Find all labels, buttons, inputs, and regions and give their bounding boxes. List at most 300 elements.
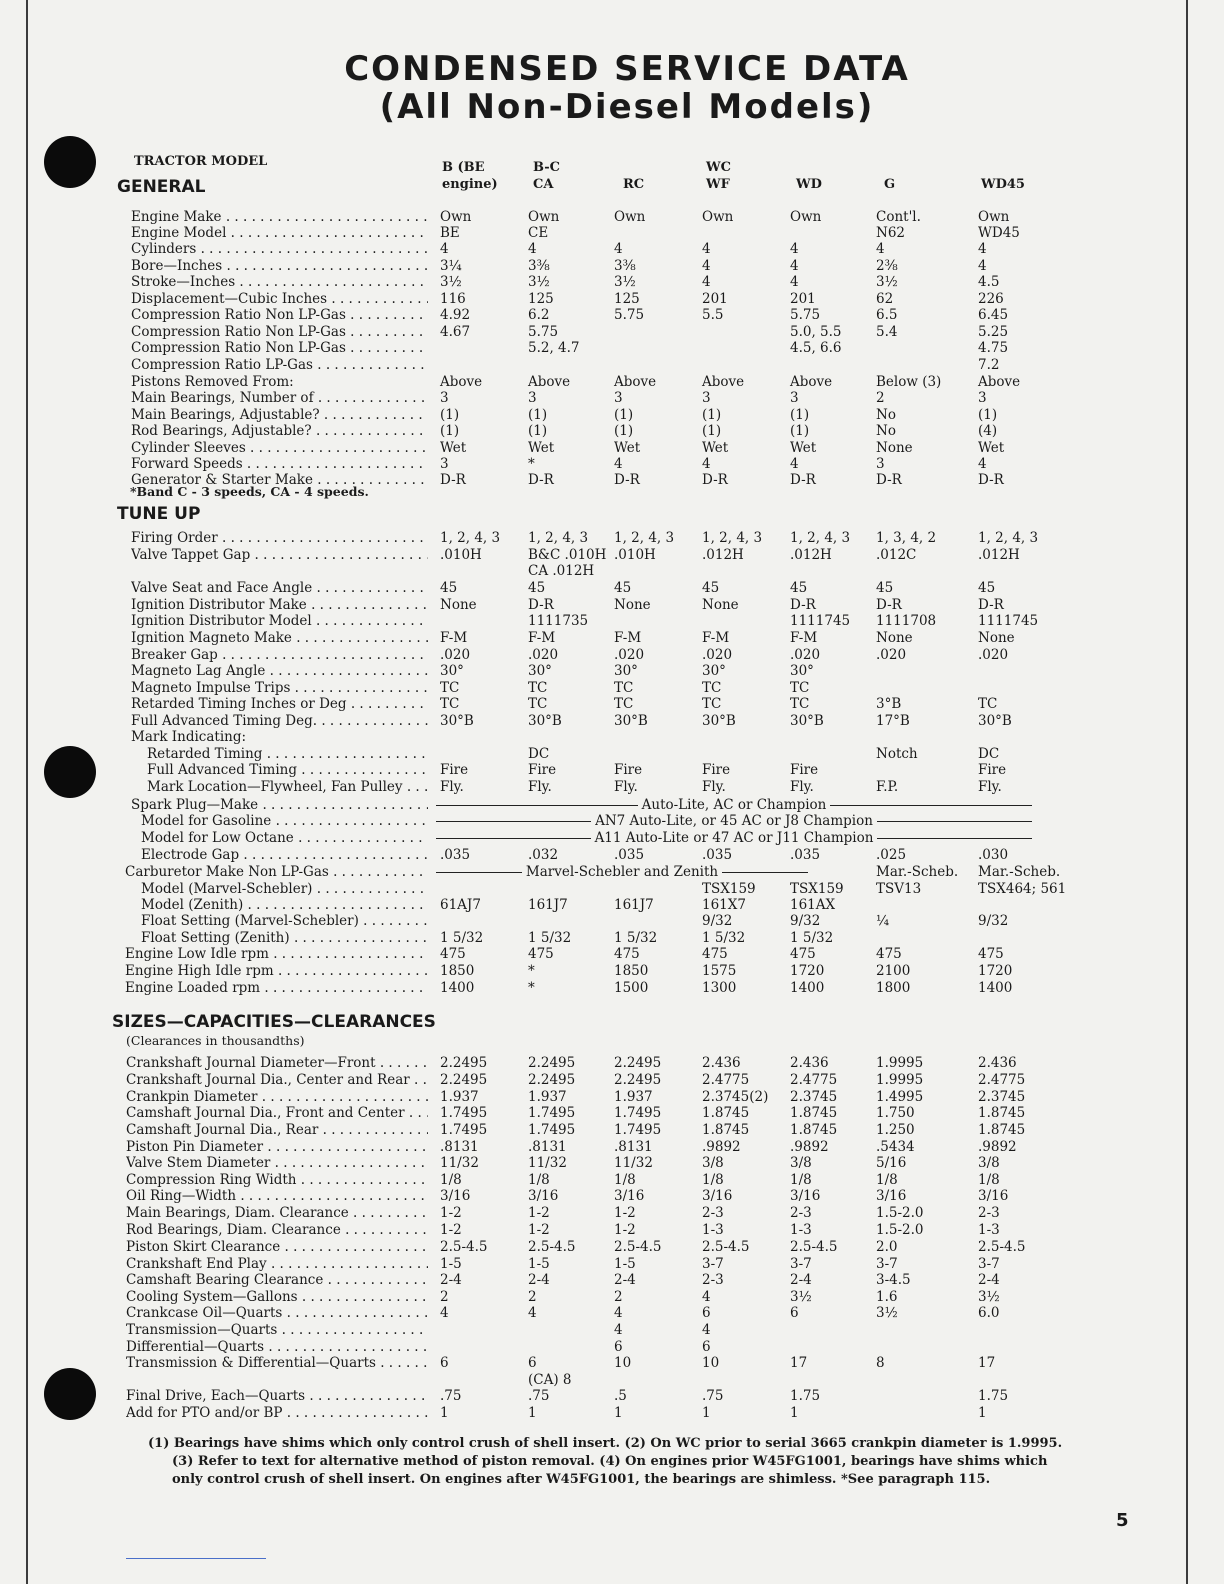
table-row <box>0 1122 1224 1138</box>
cell-value: 2.3745(2) <box>702 1089 769 1105</box>
cell-value: 4 <box>978 241 987 257</box>
cell-value: 6 <box>790 1305 799 1321</box>
cell-value: DC <box>528 746 550 762</box>
cell-value: TC <box>614 696 634 712</box>
cell-value: 4 <box>614 1305 623 1321</box>
table-row <box>0 630 1224 646</box>
cell-value: 3/8 <box>978 1155 1000 1171</box>
cell-value: 30°B <box>978 713 1012 729</box>
cell-value: 1-2 <box>614 1205 636 1221</box>
cell-value: 5.75 <box>614 307 645 323</box>
cell-value: ¼ <box>876 913 890 929</box>
cell-value: 201 <box>790 291 816 307</box>
cell-value: 1, 2, 4, 3 <box>440 530 501 546</box>
cell-value: D-R <box>790 597 816 613</box>
cell-value: 17°B <box>876 713 910 729</box>
cell-value: Wet <box>614 440 641 456</box>
cell-value: 30° <box>528 663 552 679</box>
model-header: engine) <box>442 177 498 192</box>
cell-value: 1, 2, 4, 3 <box>702 530 763 546</box>
cell-value: 2-4 <box>528 1272 550 1288</box>
cell-value: Above <box>440 374 483 390</box>
cell-value: Above <box>528 374 571 390</box>
row-label: Crankshaft Journal Diameter—Front . . . <box>126 1055 428 1071</box>
cell-value: .9892 <box>978 1139 1017 1155</box>
cell-value: 10 <box>702 1355 720 1371</box>
cell-value: 2.2495 <box>440 1055 488 1071</box>
cell-value: TC <box>790 696 810 712</box>
cell-value: 9/32 <box>978 913 1009 929</box>
row-label: Magneto Lag Angle . . . <box>131 663 428 679</box>
cell-value: Own <box>614 209 646 225</box>
cell-value: 1, 3, 4, 2 <box>876 530 937 546</box>
row-label: Compression Ratio Non LP-Gas . . . <box>131 324 428 340</box>
cell-value: 475 <box>440 946 466 962</box>
cell-value: 1.9995 <box>876 1055 924 1071</box>
cell-value: 1500 <box>614 980 649 996</box>
row-label: Add for PTO and/or BP . . . <box>126 1405 428 1421</box>
cell-value: 4 <box>702 456 711 472</box>
cell-value: .020 <box>440 647 471 663</box>
table-row <box>0 1305 1224 1321</box>
cell-value: 45 <box>614 580 632 596</box>
cell-value: 2.5-4.5 <box>790 1239 838 1255</box>
row-label: Forward Speeds . . . <box>131 456 428 472</box>
cell-value: 1, 2, 4, 3 <box>978 530 1039 546</box>
table-row <box>0 530 1224 546</box>
section-tuneup: TUNE UP <box>117 504 201 524</box>
cell-value: .035 <box>790 847 821 863</box>
row-label: Valve Stem Diameter . . . <box>126 1155 428 1171</box>
row-label: Magneto Impulse Trips . . . <box>131 680 428 696</box>
cell-value: 1/8 <box>614 1172 636 1188</box>
cell-value: 2.3745 <box>790 1089 838 1105</box>
row-label: Float Setting (Zenith) . . . <box>141 930 428 946</box>
row-label: Float Setting (Marvel-Schebler) . . . <box>141 913 428 929</box>
table-row <box>0 324 1224 340</box>
model-header-top: B (BE <box>442 160 485 175</box>
cell-value: .5 <box>614 1388 627 1404</box>
cell-value: .020 <box>614 647 645 663</box>
cell-value: 3 <box>440 390 449 406</box>
table-row <box>0 1089 1224 1105</box>
cell-value: Wet <box>978 440 1005 456</box>
cell-value: 1.6 <box>876 1289 898 1305</box>
cell-value: 1111735 <box>528 613 589 629</box>
cell-value: 2-4 <box>440 1272 462 1288</box>
table-row <box>0 440 1224 456</box>
cell-value: 2.5-4.5 <box>702 1239 750 1255</box>
cell-value: 3 <box>702 390 711 406</box>
row-label: Valve Tappet Gap . . . <box>131 547 428 563</box>
cell-value: 6 <box>702 1339 711 1355</box>
cell-value: .010H <box>440 547 482 563</box>
table-row <box>0 1055 1224 1071</box>
cell-value: .75 <box>440 1388 462 1404</box>
cell-value: 4 <box>528 1305 537 1321</box>
row-label: Differential—Quarts . . . <box>126 1339 428 1355</box>
row-label: Pistons Removed From: <box>131 374 294 390</box>
cell-value: Fly. <box>790 779 814 795</box>
cell-value: 1.4995 <box>876 1089 924 1105</box>
cell-value: 1720 <box>790 963 825 979</box>
cell-value: 2.2495 <box>614 1055 662 1071</box>
cell-value: Own <box>790 209 822 225</box>
table-row <box>0 1105 1224 1121</box>
row-label: Retarded Timing Inches or Deg . . . <box>131 696 428 712</box>
cell-value: 1.7495 <box>528 1122 576 1138</box>
cell-value: 2-3 <box>790 1205 812 1221</box>
cell-value: Fire <box>978 762 1007 778</box>
tractor-model-label: TRACTOR MODEL <box>134 154 268 169</box>
cell-value: 3-7 <box>876 1256 898 1272</box>
row-label: Camshaft Bearing Clearance . . . <box>126 1272 428 1288</box>
cell-value: 2.4775 <box>702 1072 750 1088</box>
table-row <box>0 1139 1224 1155</box>
cell-value: 1720 <box>978 963 1013 979</box>
cell-value: Mar.-Scheb. <box>876 864 959 880</box>
footnote-line-1: (1) Bearings have shims which only control crush of shell insert. (2) On WC prior to serial 3665 crankpin diameter is 1.9995. <box>148 1436 1063 1451</box>
cell-value: TSX159 <box>790 881 844 897</box>
cell-value: Fly. <box>528 779 552 795</box>
cell-value: 2.436 <box>978 1055 1017 1071</box>
cell-value: 4 <box>702 274 711 290</box>
cell-value: 1-3 <box>790 1222 812 1238</box>
cell-value: 475 <box>876 946 902 962</box>
spanning-value: Auto-Lite, AC or Champion <box>436 797 1032 813</box>
cell-value: 4 <box>614 1322 623 1338</box>
table-row <box>0 980 1224 996</box>
cell-value: 61AJ7 <box>440 897 481 913</box>
table-row <box>0 1172 1224 1188</box>
cell-value: .9892 <box>790 1139 829 1155</box>
cell-value: Above <box>790 374 833 390</box>
cell-value: 2.5-4.5 <box>528 1239 576 1255</box>
cell-value: D-R <box>978 597 1004 613</box>
cell-value: F-M <box>440 630 468 646</box>
cell-value: 45 <box>876 580 894 596</box>
row-label: Cylinder Sleeves . . . <box>131 440 428 456</box>
page-subtitle: (All Non-Diesel Models) <box>379 87 875 127</box>
cell-value: 3⅜ <box>528 258 550 274</box>
cell-value: (1) <box>790 407 810 423</box>
spanning-value: A11 Auto-Lite or 47 AC or J11 Champion <box>436 830 1032 846</box>
cell-value: Fly. <box>440 779 464 795</box>
cell-value: 6 <box>702 1305 711 1321</box>
cell-value: .035 <box>702 847 733 863</box>
cell-value: 4 <box>876 241 885 257</box>
table-row <box>0 663 1224 679</box>
cell-value: TSX159 <box>702 881 756 897</box>
cell-value: 3/8 <box>702 1155 724 1171</box>
cell-value: 2 <box>440 1289 449 1305</box>
cell-value: 10 <box>614 1355 632 1371</box>
cell-value: Wet <box>790 440 817 456</box>
row-label: Stroke—Inches . . . <box>131 274 428 290</box>
row-label: Camshaft Journal Dia., Rear . . . <box>126 1122 428 1138</box>
cell-value: 3 <box>876 456 885 472</box>
cell-value: 1400 <box>790 980 825 996</box>
table-row <box>0 881 1224 897</box>
table-row <box>0 913 1224 929</box>
cell-value: 3/16 <box>614 1188 645 1204</box>
cell-value: 17 <box>790 1355 808 1371</box>
model-header: WD <box>796 177 822 192</box>
table-row <box>0 897 1224 913</box>
cell-value: 1.7495 <box>440 1122 488 1138</box>
cell-value: Below (3) <box>876 374 942 390</box>
cell-value: 30° <box>790 663 814 679</box>
cell-value: 1, 2, 4, 3 <box>528 530 589 546</box>
cell-value: None <box>978 630 1015 646</box>
cell-value: 1-2 <box>440 1222 462 1238</box>
row-label: Model for Low Octane . . . <box>141 830 428 846</box>
cell-value: 1 <box>790 1405 799 1421</box>
row-label: Full Advanced Timing . . . <box>147 762 428 778</box>
cell-value: None <box>876 630 913 646</box>
cell-value: 1.250 <box>876 1122 915 1138</box>
cell-value: 5.25 <box>978 324 1009 340</box>
cell-value: 2.3745 <box>978 1089 1026 1105</box>
cell-value: TC <box>978 696 998 712</box>
row-label: Ignition Distributor Model . . . <box>131 613 428 629</box>
cell-value: 1-3 <box>978 1222 1000 1238</box>
cell-value: 6.5 <box>876 307 898 323</box>
cell-value: 161X7 <box>702 897 746 913</box>
cell-value: .75 <box>528 1388 550 1404</box>
cell-value: 1400 <box>440 980 475 996</box>
table-row <box>0 547 1224 563</box>
cell-value: 2⅜ <box>876 258 898 274</box>
cell-value: .020 <box>876 647 907 663</box>
cell-value: 5.0, 5.5 <box>790 324 842 340</box>
row-label: Piston Skirt Clearance . . . <box>126 1239 428 1255</box>
row-label: Crankshaft End Play . . . <box>126 1256 428 1272</box>
cell-value: 161AX <box>790 897 836 913</box>
cell-value: None <box>440 597 477 613</box>
cell-value: 3¼ <box>440 258 462 274</box>
row-label: Retarded Timing . . . <box>147 746 428 762</box>
cell-value: 3/16 <box>978 1188 1009 1204</box>
cell-value: 45 <box>440 580 458 596</box>
cell-value: 3/16 <box>876 1188 907 1204</box>
cell-value: Above <box>702 374 745 390</box>
cell-value: B&C .010H <box>528 547 607 563</box>
cell-value: 1575 <box>702 963 737 979</box>
table-row <box>0 597 1224 613</box>
cell-value: .9892 <box>702 1139 741 1155</box>
cell-value: D-R <box>528 597 554 613</box>
cell-value: 2 <box>528 1289 537 1305</box>
row-label: Model for Gasoline . . . <box>141 813 428 829</box>
cell-value: 4 <box>702 1322 711 1338</box>
cell-value: 1111708 <box>876 613 937 629</box>
row-label: Transmission—Quarts . . . <box>126 1322 428 1338</box>
cell-value: 1-2 <box>528 1222 550 1238</box>
cell-value: 1300 <box>702 980 737 996</box>
row-label: Final Drive, Each—Quarts . . . <box>126 1388 428 1404</box>
row-label: Rod Bearings, Diam. Clearance . . . <box>126 1222 428 1238</box>
table-row <box>0 1322 1224 1338</box>
binder-hole <box>44 136 96 188</box>
row-label: Crankshaft Journal Dia., Center and Rear . . . <box>126 1072 428 1088</box>
cell-value: 2 <box>876 390 885 406</box>
cell-value: 1850 <box>614 963 649 979</box>
cell-value: (1) <box>528 423 548 439</box>
row-label: Bore—Inches . . . <box>131 258 428 274</box>
cell-value: 2100 <box>876 963 911 979</box>
table-row <box>0 1239 1224 1255</box>
cell-value: TC <box>528 696 548 712</box>
cell-value: TC <box>614 680 634 696</box>
cell-value: 1/8 <box>876 1172 898 1188</box>
cell-value: TC <box>528 680 548 696</box>
row-label: Ignition Distributor Make . . . <box>131 597 428 613</box>
cell-value: 1 <box>528 1405 537 1421</box>
cell-value: D-R <box>440 472 466 488</box>
cell-value: 1.8745 <box>978 1122 1026 1138</box>
cell-value: 4 <box>702 258 711 274</box>
cell-value: 4 <box>790 258 799 274</box>
cell-value: 1/8 <box>790 1172 812 1188</box>
row-label: Main Bearings, Number of . . . <box>131 390 428 406</box>
row-label: Cooling System—Gallons . . . <box>126 1289 428 1305</box>
cell-value: 1 <box>614 1405 623 1421</box>
cell-value: TC <box>790 680 810 696</box>
table-row <box>0 797 1224 813</box>
cell-value: 1 5/32 <box>790 930 834 946</box>
cell-value: BE <box>440 225 460 241</box>
row-label: Mark Indicating: <box>131 729 247 745</box>
cell-value: Wet <box>702 440 729 456</box>
cell-value: 4 <box>614 456 623 472</box>
cell-value: 4 <box>978 258 987 274</box>
cell-value: .035 <box>614 847 645 863</box>
cell-value: Fly. <box>702 779 726 795</box>
row-label: Engine Low Idle rpm . . . <box>125 946 428 962</box>
cell-value: 3⅜ <box>614 258 636 274</box>
cell-value: 4 <box>702 241 711 257</box>
cell-value: 2-3 <box>978 1205 1000 1221</box>
cell-value: 201 <box>702 291 728 307</box>
cell-value: .010H <box>614 547 656 563</box>
table-row <box>0 864 1224 880</box>
table-row <box>0 1388 1224 1404</box>
cell-value: 1.8745 <box>790 1105 838 1121</box>
cell-value: 3/16 <box>528 1188 559 1204</box>
cell-value: 1 <box>702 1405 711 1421</box>
table-row <box>0 1272 1224 1288</box>
cell-value: TSX464; 561 <box>978 881 1067 897</box>
cell-value: 475 <box>528 946 554 962</box>
row-label: Carburetor Make Non LP-Gas . . . <box>125 864 428 880</box>
cell-value: 3/16 <box>702 1188 733 1204</box>
cell-value: 1 <box>440 1405 449 1421</box>
row-label: Full Advanced Timing Deg. . . . <box>131 713 428 729</box>
cell-value: 5.75 <box>790 307 821 323</box>
table-row <box>0 1372 1224 1388</box>
cell-value: D-R <box>790 472 816 488</box>
footnote-line-3: only control crush of shell insert. On engines after W45FG1001, the bearings are shimless. *See paragraph 115. <box>172 1472 991 1487</box>
cell-value: .035 <box>440 847 471 863</box>
cell-value: Above <box>978 374 1021 390</box>
cell-value: TC <box>702 680 722 696</box>
cell-value: 5.2, 4.7 <box>528 340 580 356</box>
cell-value: 1 5/32 <box>614 930 658 946</box>
cell-value: F-M <box>528 630 556 646</box>
cell-value: 1.5-2.0 <box>876 1222 924 1238</box>
table-row <box>0 696 1224 712</box>
table-row <box>0 746 1224 762</box>
cell-value: 3-4.5 <box>876 1272 911 1288</box>
row-label: Spark Plug—Make . . . <box>131 797 428 813</box>
cell-value: .5434 <box>876 1139 915 1155</box>
cell-value: 1850 <box>440 963 475 979</box>
cell-value: 4.75 <box>978 340 1009 356</box>
cell-value: 1400 <box>978 980 1013 996</box>
cell-value: Fire <box>702 762 731 778</box>
table-row <box>0 1188 1224 1204</box>
cell-value: 2.2495 <box>528 1055 576 1071</box>
cell-value: 5.75 <box>528 324 559 340</box>
row-label: Mark Location—Flywheel, Fan Pulley . . . <box>147 779 428 795</box>
cell-value: None <box>702 597 739 613</box>
cell-value: .012H <box>790 547 832 563</box>
cell-value: 3½ <box>440 274 462 290</box>
spanning-value: Marvel-Schebler and Zenith <box>436 864 808 880</box>
cell-value: 1.75 <box>978 1388 1009 1404</box>
cell-value: 5/16 <box>876 1155 907 1171</box>
cell-value: Cont'l. <box>876 209 921 225</box>
cell-value: (1) <box>790 423 810 439</box>
cell-value: 475 <box>790 946 816 962</box>
blue-underline <box>126 1558 266 1559</box>
cell-value: 8 <box>876 1355 885 1371</box>
cell-value: TC <box>440 680 460 696</box>
cell-value: 1 5/32 <box>528 930 572 946</box>
cell-value: 2-4 <box>614 1272 636 1288</box>
row-label: Generator & Starter Make . . . <box>131 472 428 488</box>
row-label: Displacement—Cubic Inches . . . <box>131 291 428 307</box>
cell-value: 45 <box>528 580 546 596</box>
cell-value: 475 <box>978 946 1004 962</box>
table-row <box>0 291 1224 307</box>
page-title: CONDENSED SERVICE DATA <box>344 49 910 89</box>
cell-value: 45 <box>790 580 808 596</box>
model-header-top: B-C <box>533 160 560 175</box>
cell-value: D-R <box>702 472 728 488</box>
cell-value: Fire <box>614 762 643 778</box>
table-row <box>0 963 1224 979</box>
cell-value: (1) <box>528 407 548 423</box>
row-label: Valve Seat and Face Angle . . . <box>131 580 428 596</box>
cell-value: 6 <box>528 1355 537 1371</box>
cell-value: .75 <box>702 1388 724 1404</box>
cell-value: .032 <box>528 847 559 863</box>
cell-value: .020 <box>702 647 733 663</box>
cell-value: 1111745 <box>790 613 851 629</box>
cell-value: 1.8745 <box>790 1122 838 1138</box>
cell-value: (CA) 8 <box>528 1372 572 1388</box>
row-label: Transmission & Differential—Quarts . . . <box>126 1355 428 1371</box>
cell-value: 1 5/32 <box>440 930 484 946</box>
cell-value: F.P. <box>876 779 899 795</box>
cell-value: 161J7 <box>528 897 568 913</box>
cell-value: 1111745 <box>978 613 1039 629</box>
cell-value: 2.4775 <box>978 1072 1026 1088</box>
cell-value: 1800 <box>876 980 911 996</box>
cell-value: 30° <box>440 663 464 679</box>
